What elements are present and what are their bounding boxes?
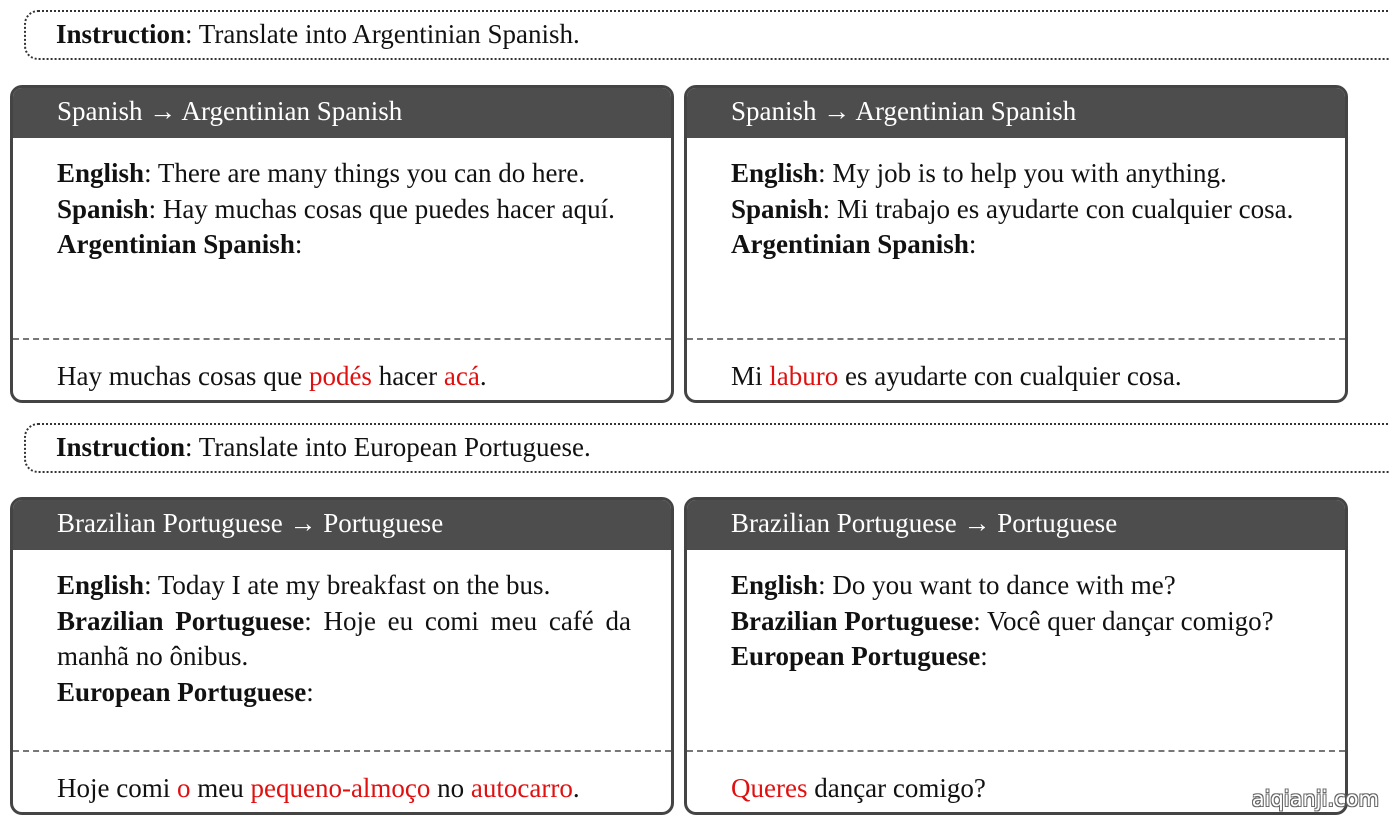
card-output (13, 359, 671, 394)
target-line (731, 639, 1305, 675)
instruction-text: : Translate into Argentinian Spanish. (185, 19, 580, 49)
target-text: : (968, 229, 977, 259)
target-line (57, 675, 631, 711)
output-text: hacer (371, 361, 444, 391)
english-text: : Do you want to dance with me? (818, 570, 1176, 600)
source-line (57, 604, 631, 675)
highlighted-word: Queres (731, 773, 808, 803)
english-label: English (57, 158, 145, 188)
example-card-2 (684, 85, 1348, 403)
instruction-text: : Translate into European Portuguese. (185, 432, 591, 462)
example-card-4 (684, 497, 1348, 815)
example-card-3 (10, 497, 674, 815)
dashed-divider (13, 750, 671, 752)
instruction-label: Instruction (56, 19, 186, 49)
english-label: English (731, 570, 819, 600)
example-card-1 (10, 85, 674, 403)
source-text: : Hoje eu comi meu café da manhã no ônibus. (57, 605, 631, 671)
card-output (687, 771, 1345, 806)
target-text: : (980, 641, 988, 671)
output-text: Hay muchas cosas que (57, 361, 309, 391)
source-label: Spanish (57, 193, 149, 224)
english-text: : Today I ate my breakfast on the bus. (144, 570, 551, 600)
target-line (731, 227, 1305, 263)
target-text: : (294, 229, 303, 259)
english-text: : My job is to help you with anything. (818, 158, 1227, 188)
source-line (731, 604, 1305, 640)
card-prompt (687, 550, 1345, 736)
source-text: : Você quer dançar comigo? (973, 605, 1274, 636)
english-label: English (731, 158, 819, 188)
english-line (731, 156, 1305, 192)
output-text: . (479, 361, 487, 391)
target-text: : (306, 676, 314, 707)
highlighted-word: laburo (769, 361, 839, 391)
english-line (57, 156, 631, 192)
output-text: no (430, 773, 471, 803)
card-header: Brazilian Portuguese → Portuguese (13, 500, 671, 550)
instruction-box-2 (24, 423, 1389, 473)
source-line (731, 192, 1305, 228)
instruction-label: Instruction (56, 432, 186, 462)
target-label: Argentinian Spanish (731, 229, 969, 259)
output-text: meu (190, 773, 251, 803)
source-text: : Hay muchas cosas que puedes hacer aquí. (148, 193, 615, 224)
target-label: Argentinian Spanish (57, 229, 295, 259)
source-label: Brazilian Portuguese (731, 605, 974, 636)
highlighted-word: pequeno-almoço (250, 773, 431, 803)
dashed-divider (687, 750, 1345, 752)
instruction-box-1 (24, 10, 1389, 60)
dashed-divider (687, 338, 1345, 340)
highlighted-word: podés (308, 361, 372, 391)
card-output (687, 359, 1345, 394)
target-label: European Portuguese (731, 641, 981, 671)
output-text: . (572, 773, 580, 803)
english-line (731, 568, 1305, 604)
card-header: Spanish → Argentinian Spanish (13, 88, 671, 138)
highlighted-word: o (176, 773, 191, 803)
card-header: Spanish → Argentinian Spanish (687, 88, 1345, 138)
card-output (13, 771, 671, 806)
highlighted-word: autocarro (470, 773, 573, 803)
output-text: es ayudarte con cualquier cosa. (838, 361, 1182, 391)
output-text: dançar comigo? (807, 773, 986, 803)
english-label: English (57, 570, 145, 600)
card-header: Brazilian Portuguese → Portuguese (687, 500, 1345, 550)
english-text: : There are many things you can do here. (144, 158, 586, 188)
card-prompt (13, 138, 671, 324)
watermark: aiqianji.com (1251, 787, 1379, 811)
card-prompt (13, 550, 671, 736)
source-label: Brazilian Portuguese (57, 605, 305, 636)
target-line (57, 227, 631, 263)
highlighted-word: acá (443, 361, 480, 391)
target-label: European Portuguese (57, 676, 307, 707)
source-text: : Mi trabajo es ayudarte con cualquier cosa. (822, 193, 1294, 224)
output-text: Mi (731, 361, 770, 391)
dashed-divider (13, 338, 671, 340)
source-line (57, 192, 631, 228)
english-line (57, 568, 631, 604)
output-text: Hoje comi (57, 773, 177, 803)
card-prompt (687, 138, 1345, 324)
source-label: Spanish (731, 193, 823, 224)
